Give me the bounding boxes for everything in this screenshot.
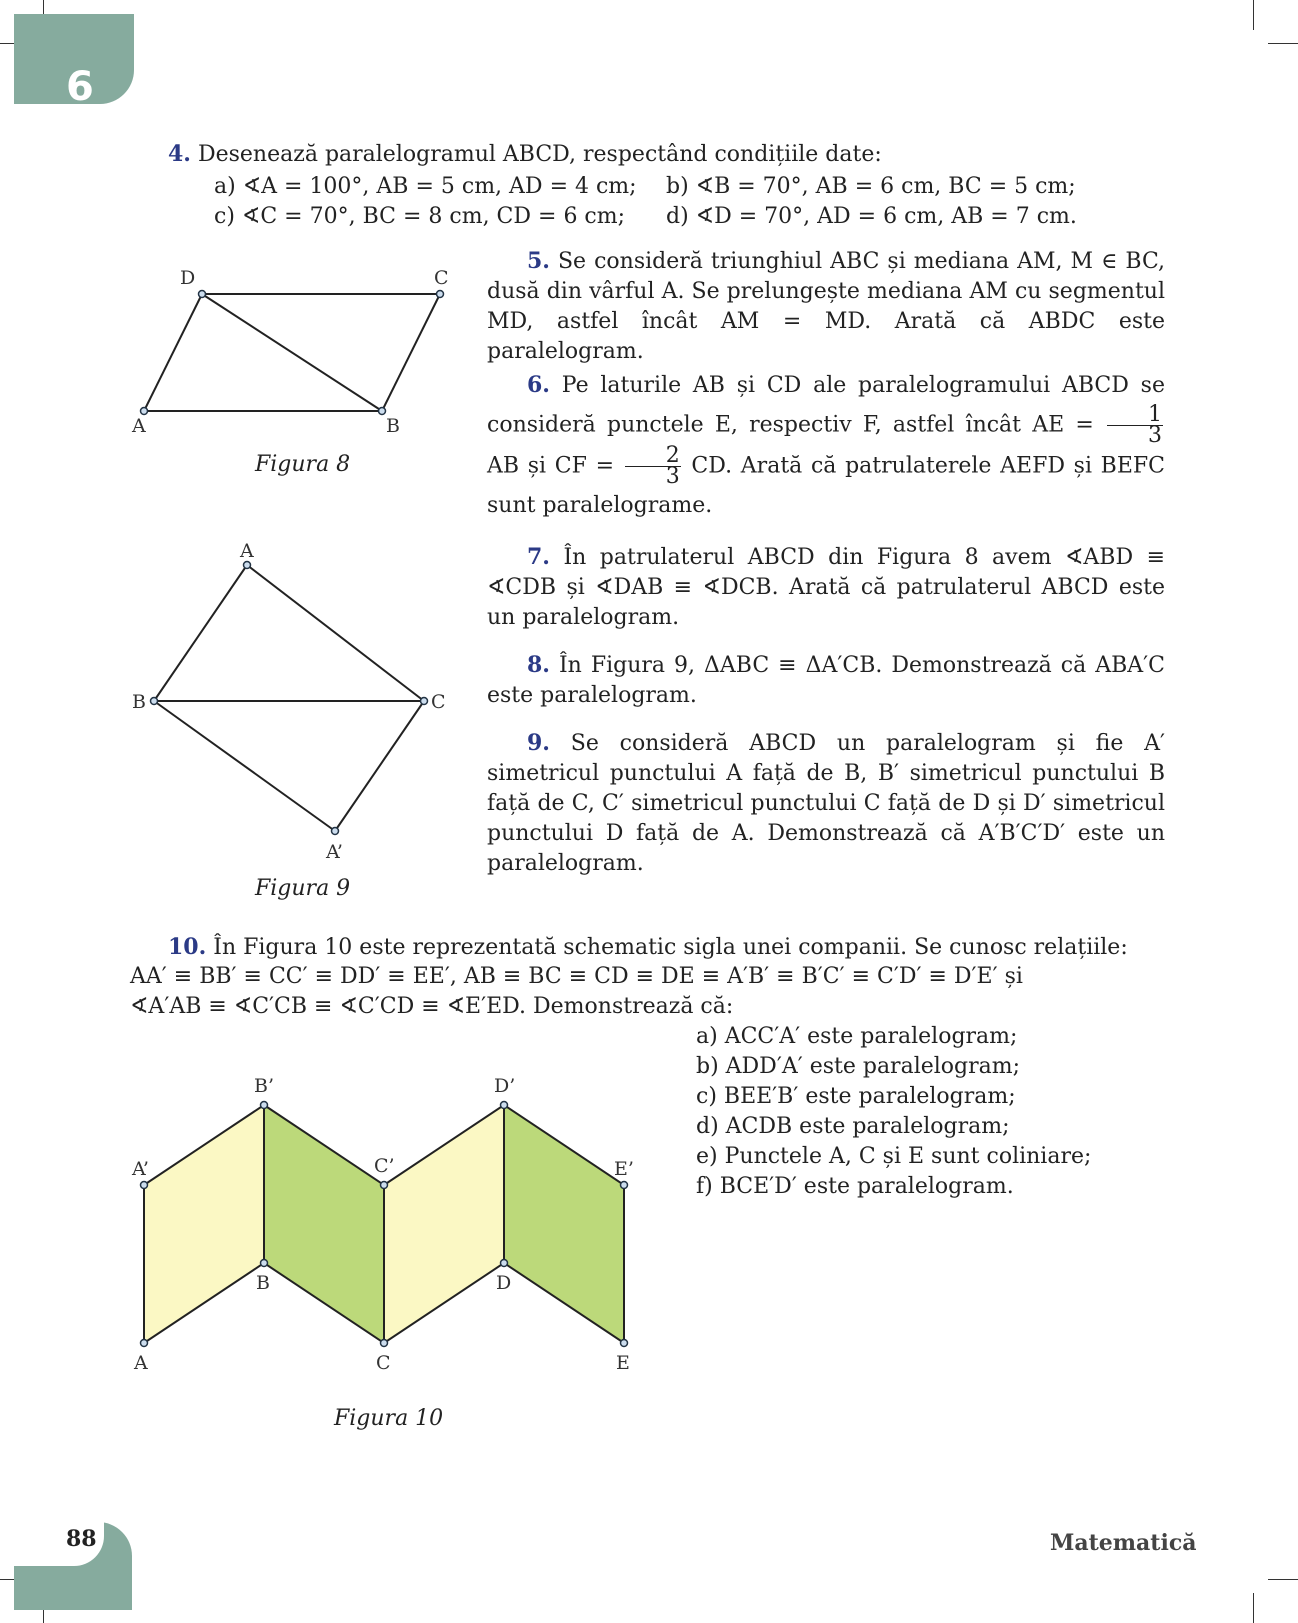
exercise-10-item: b) ADD′A′ este paralelogram;: [696, 1054, 1021, 1079]
figure-10-caption: Figura 10: [334, 1406, 444, 1431]
exercise-10-items: [696, 1022, 1091, 1202]
fraction-denominator: 3: [1148, 423, 1162, 448]
crop-mark: [1268, 43, 1298, 44]
crop-mark: [1253, 1593, 1254, 1623]
logo-panel-1: [144, 1105, 264, 1343]
logo-panel-4: [504, 1105, 624, 1343]
point-label-d: D: [180, 267, 196, 289]
point-label-c: C: [434, 267, 449, 289]
exercise-10-item: c) BEE′B′ este paralelogram;: [696, 1084, 1016, 1109]
point-label-b-prime: B’: [254, 1075, 275, 1097]
subject-name: Matematică: [1050, 1530, 1197, 1556]
fraction-numerator: 2: [625, 446, 681, 467]
point-label-b: B: [386, 415, 400, 437]
exercise-5: [487, 246, 1165, 367]
exercise-text: În Figura 9, ΔABC ≡ ΔA′CB. Demonstrează că ABA′C este paralelogram.: [487, 653, 1165, 708]
logo-panel-3: [384, 1105, 504, 1343]
figure-9-caption: Figura 9: [255, 876, 351, 901]
exercise-number: 7.: [527, 544, 550, 570]
point-label-c-prime: C’: [374, 1155, 395, 1177]
exercise-10-line-3: ∢A′AB ≡ ∢C′CB ≡ ∢C′CD ≡ ∢E′ED. Demonstrează că:: [130, 994, 734, 1019]
exercise-text: Desenează paralelogramul ABCD, respectând condițiile date:: [197, 142, 882, 167]
exercise-10-item: e) Punctele A, C și E sunt coliniare;: [696, 1144, 1092, 1169]
exercise-8: [487, 650, 1165, 711]
point-label-b: B: [256, 1272, 270, 1294]
figure-8: [120, 262, 460, 442]
point-label-c: C: [431, 691, 446, 713]
exercise-text: CF =: [554, 453, 615, 479]
exercise-4-item-d: d) ∢D = 70°, AD = 6 cm, AB = 7 cm.: [666, 204, 1077, 229]
fraction: [1107, 402, 1163, 448]
exercise-number: 9.: [527, 730, 550, 756]
point-label-b: B: [132, 691, 146, 713]
point-label-a: A: [240, 542, 254, 562]
exercise-text: AB și: [487, 453, 547, 479]
exercise-4: [168, 139, 1128, 170]
exercise-text: Se consideră ABCD un paralelogram și fie A′ simetricul punctului A față de B, B′ simetricul punctului B față de C, C′ simetricul punctului C față de D și D′ simetricul punctului D față de A. Demonstrează că A′B′C′D′ este un paralelogram.: [487, 731, 1165, 876]
exercise-number: 5.: [527, 248, 550, 274]
crop-mark: [1253, 0, 1254, 30]
point-label-a: A: [132, 415, 146, 437]
point-label-e: E: [616, 1352, 630, 1374]
exercise-text: În patrulaterul ABCD din Figura 8 avem ∢ABD ≡ ∢CDB și ∢DAB ≡ ∢DCB. Arată că patrulaterul ABCD este un paralelogram.: [487, 545, 1165, 630]
crop-mark: [1268, 1579, 1298, 1580]
exercise-number: 8.: [527, 652, 550, 678]
exercise-number: 4.: [168, 141, 191, 167]
exercise-10-item: d) ACDB este paralelogram;: [696, 1114, 1010, 1139]
chapter-number: 6: [66, 64, 94, 110]
exercise-number: 6.: [527, 372, 550, 398]
fraction-denominator: 3: [665, 464, 680, 489]
figure-9: [128, 542, 458, 862]
point-label-c: C: [376, 1352, 391, 1374]
point-label-a: A: [134, 1352, 148, 1374]
exercise-4-item-b: b) ∢B = 70°, AB = 6 cm, BC = 5 cm;: [666, 174, 1076, 199]
point-label-d: D: [496, 1272, 512, 1294]
page-number: 88: [66, 1526, 97, 1552]
exercise-text: CD. Arată că patrulaterele AEFD și BEFC sunt paralelograme.: [487, 453, 1166, 518]
exercise-7: [487, 542, 1165, 633]
exercise-9: [487, 728, 1165, 879]
exercise-text: Pe laturile AB și CD ale paralelogramului ABCD se consideră punctele E, respectiv F, astfel încât AE =: [487, 373, 1165, 438]
exercise-10-line-1: [168, 932, 1128, 963]
logo-panel-2: [264, 1105, 384, 1343]
point-label-e-prime: E’: [614, 1158, 634, 1180]
point-label-d-prime: D’: [494, 1075, 516, 1097]
figure-8-caption: Figura 8: [255, 452, 351, 477]
point-label-a-prime: A’: [132, 1158, 149, 1180]
exercise-text: Se consideră triunghiul ABC și mediana AM, M ∈ BC, dusă din vârful A. Se prelungește mediana AM cu segmentul MD, astfel încât AM = MD. Arată că ABDC este paralelogram.: [487, 249, 1165, 364]
point-label-a-prime: A’: [326, 841, 343, 862]
figure-10: [120, 1070, 660, 1380]
exercise-text: În Figura 10 este reprezentată schematic sigla unei companii. Se cunosc relațiile:: [213, 935, 1128, 960]
exercise-6: [487, 366, 1165, 525]
exercise-number: 10.: [168, 934, 207, 960]
fraction-numerator: 1: [1107, 405, 1163, 426]
fraction: [625, 443, 681, 489]
exercise-10-item: a) ACC′A′ este paralelogram;: [696, 1024, 1018, 1049]
exercise-4-item-c: c) ∢C = 70°, BC = 8 cm, CD = 6 cm;: [214, 204, 626, 229]
exercise-4-item-a: a) ∢A = 100°, AB = 5 cm, AD = 4 cm;: [214, 174, 637, 199]
exercise-10-item: f) BCE′D′ este paralelogram.: [696, 1174, 1014, 1199]
exercise-10-line-2: AA′ ≡ BB′ ≡ CC′ ≡ DD′ ≡ EE′, AB ≡ BC ≡ CD ≡ DE ≡ A′B′ ≡ B′C′ ≡ C′D′ ≡ D′E′ și: [130, 964, 1023, 989]
